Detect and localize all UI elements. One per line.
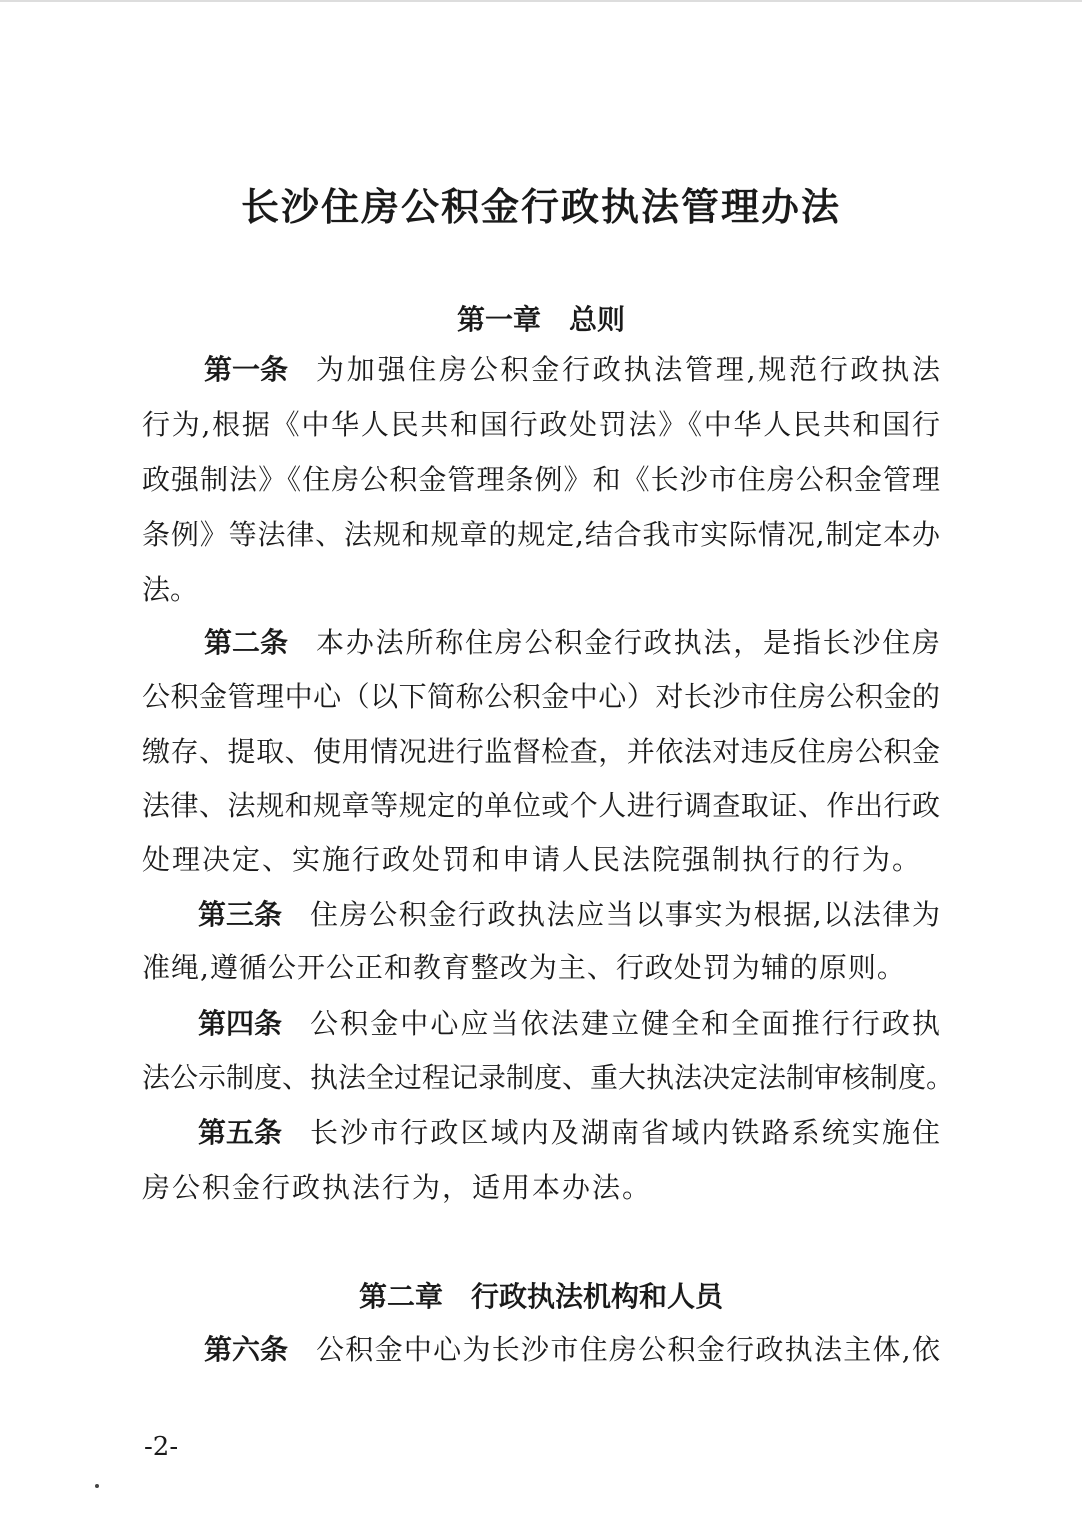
scan-speck (95, 1484, 99, 1488)
article-line: 缴存、提取、使用情况进行监督检查，并依法对违反住房公积金 (142, 735, 940, 768)
article-line: 公积金管理中心（以下简称公积金中心）对长沙市住房公积金的 (142, 680, 940, 713)
article-text: 公积金中心应当依法建立健全和全面推行行政执 (310, 1007, 940, 1040)
chapter-number: 第二章 (358, 1280, 443, 1313)
article-line: 法律、法规和规章等规定的单位或个人进行调查取证、作出行政 (142, 789, 940, 822)
article-text: 长沙市行政区域内及湖南省域内铁路系统实施住 (310, 1116, 940, 1149)
article-line: 法公示制度、执法全过程记录制度、重大执法决定法制审核制度。 (142, 1061, 955, 1094)
chapter-name: 行政执法机构和人员 (471, 1280, 724, 1313)
article-line: 政强制法》《住房公积金管理条例》和《长沙市住房公积金管理 (142, 463, 940, 496)
article-first-line (142, 895, 940, 935)
article-first-line (142, 1004, 940, 1044)
article-text: 为加强住房公积金行政执法管理,规范行政执法 (316, 353, 940, 386)
article-label: 第二条 (204, 626, 289, 659)
article-text: 本办法所称住房公积金行政执法，是指长沙住房 (316, 626, 940, 659)
chapter-heading (0, 1275, 1082, 1315)
chapter-heading (0, 298, 1082, 338)
article-first-line (142, 623, 940, 663)
document-title: 长沙住房公积金行政执法管理办法 (240, 184, 841, 229)
article-label: 第五条 (198, 1116, 283, 1149)
article-label: 第四条 (198, 1007, 283, 1040)
article-label: 第三条 (198, 898, 283, 931)
scan-edge (0, 0, 1082, 2)
article-first-line (142, 1113, 940, 1153)
article-label: 第六条 (204, 1333, 289, 1366)
article-first-line (142, 350, 940, 390)
article-line: 条例》等法律、法规和规章的规定,结合我市实际情况,制定本办 (142, 518, 940, 551)
article-line: 法。 (142, 573, 199, 606)
chapter-number: 第一章 (456, 303, 541, 336)
article-text: 公积金中心为长沙市住房公积金行政执法主体,依 (316, 1333, 940, 1366)
page-number: -2- (144, 1432, 179, 1462)
article-line: 行为,根据《中华人民共和国行政处罚法》《中华人民共和国行 (142, 408, 940, 441)
article-line: 房公积金行政执法行为，适用本办法。 (142, 1171, 653, 1204)
article-line: 准绳,遵循公开公正和教育整改为主、行政处罚为辅的原则。 (142, 951, 906, 984)
article-line: 处理决定、实施行政处罚和申请人民法院强制执行的行为。 (142, 843, 923, 876)
article-label: 第一条 (204, 353, 289, 386)
article-text: 住房公积金行政执法应当以事实为根据,以法律为 (310, 898, 940, 931)
chapter-name: 总则 (569, 303, 626, 336)
article-first-line (142, 1330, 940, 1370)
